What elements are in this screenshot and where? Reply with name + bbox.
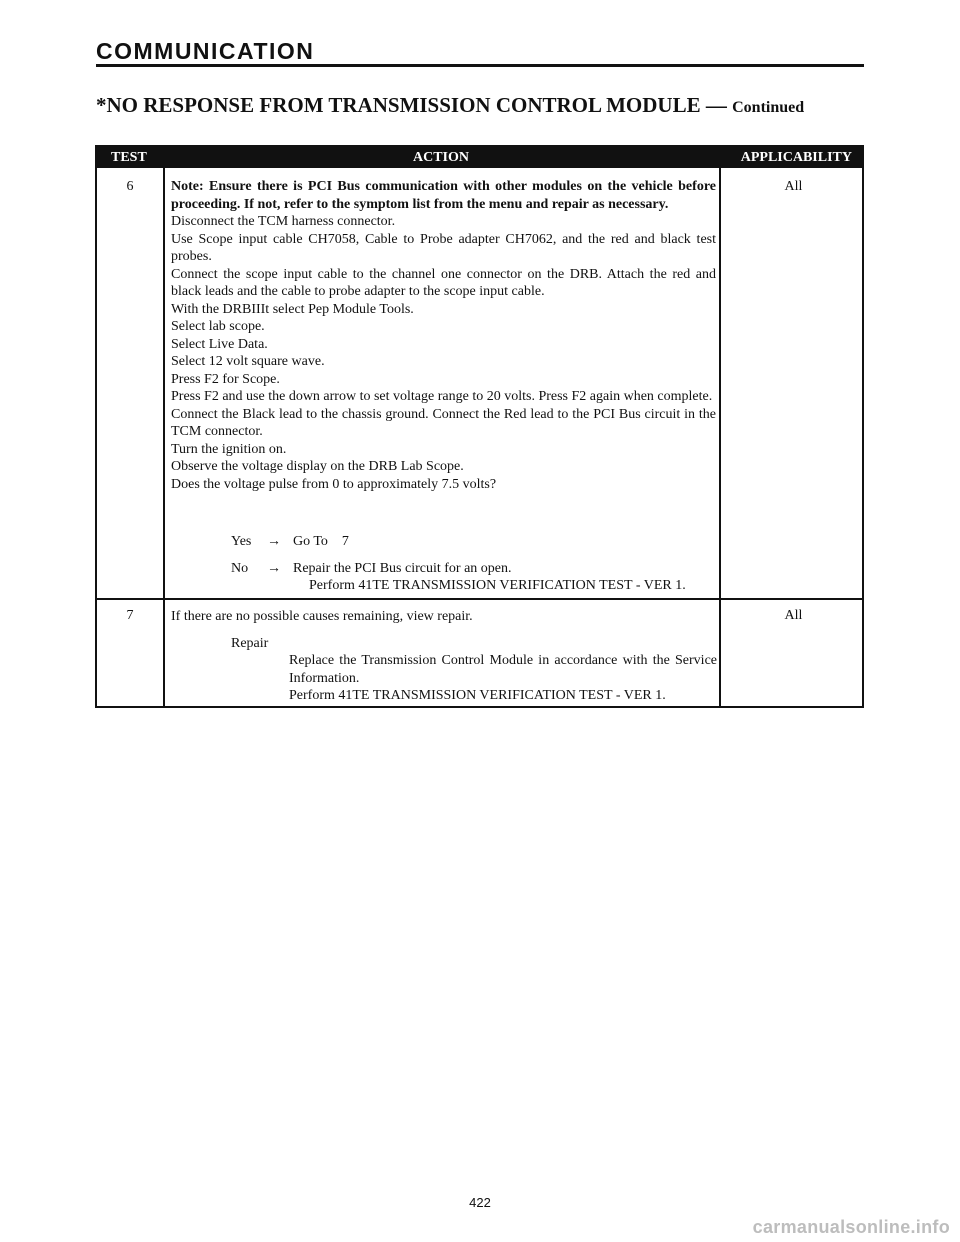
header-applicability: APPLICABILITY	[740, 150, 852, 165]
step-text: Press F2 and use the down arrow to set voltage range to 20 volts. Press F2 again when complete.	[171, 389, 713, 404]
diagnostic-table	[95, 145, 864, 708]
no-result: Perform 41TE TRANSMISSION VERIFICATION TEST - VER 1.	[309, 578, 686, 593]
test-number: 7	[126, 608, 134, 623]
applicability-value: All	[784, 608, 803, 623]
heading-continued: Continued	[732, 99, 805, 116]
section-rule	[96, 64, 864, 67]
page-number: 422	[469, 1195, 491, 1210]
step-text: Select 12 volt square wave.	[171, 354, 325, 369]
test-number: 6	[126, 179, 134, 194]
step-text: Press F2 for Scope.	[171, 371, 280, 387]
page-heading	[96, 93, 864, 118]
repair-text: Replace the Transmission Control Module in accordance with the Service Information.	[289, 653, 717, 686]
step-text: Connect the scope input cable to the channel one connector on the DRB. Attach the red and black leads and the cable to probe adapter to the scope input cable.	[171, 266, 716, 299]
no-result: Repair the PCI Bus circuit for an open.	[293, 561, 512, 576]
step-text: With the DRBIIIt select Pep Module Tools.	[171, 301, 414, 317]
applicability-value: All	[784, 179, 803, 194]
column-divider	[719, 168, 721, 706]
note-text: Note: Ensure there is PCI Bus communication with other modules on the vehicle before proceeding. If not, refer to the symptom list from the menu and repair as necessary.	[171, 179, 716, 212]
yes-label: Yes	[231, 534, 252, 549]
step-text: Use Scope input cable CH7058, Cable to Probe adapter CH7062, and the red and black test probes.	[171, 231, 716, 264]
no-label: No	[231, 561, 249, 576]
header-test: TEST	[111, 150, 147, 165]
row-divider	[97, 598, 862, 600]
action-text	[171, 178, 716, 493]
step-text: Turn the ignition on.	[171, 441, 287, 457]
table-header	[97, 147, 862, 168]
action-text: If there are no possible causes remaining, view repair.	[171, 609, 473, 624]
repair-text: Perform 41TE TRANSMISSION VERIFICATION TEST - VER 1.	[289, 688, 666, 703]
step-text: Disconnect the TCM harness connector.	[171, 214, 396, 229]
section-title: COMMUNICATION	[96, 38, 315, 64]
arrow-icon: →	[267, 534, 281, 549]
arrow-icon: →	[267, 561, 281, 576]
header-action: ACTION	[412, 150, 469, 165]
watermark: carmanualsonline.info	[752, 1217, 950, 1237]
yes-result: Go To 7	[293, 534, 349, 549]
step-text: Select Live Data.	[171, 336, 268, 352]
repair-label: Repair	[231, 636, 269, 651]
step-text: Connect the Black lead to the chassis ground. Connect the Red lead to the PCI Bus circuit in the TCM connector.	[171, 406, 716, 439]
step-text: Observe the voltage display on the DRB Lab Scope.	[171, 459, 464, 474]
column-divider	[163, 168, 165, 706]
step-text: Select lab scope.	[171, 319, 265, 334]
heading-main: *NO RESPONSE FROM TRANSMISSION CONTROL MODULE —	[96, 93, 727, 117]
step-text: Does the voltage pulse from 0 to approximately 7.5 volts?	[171, 476, 497, 492]
